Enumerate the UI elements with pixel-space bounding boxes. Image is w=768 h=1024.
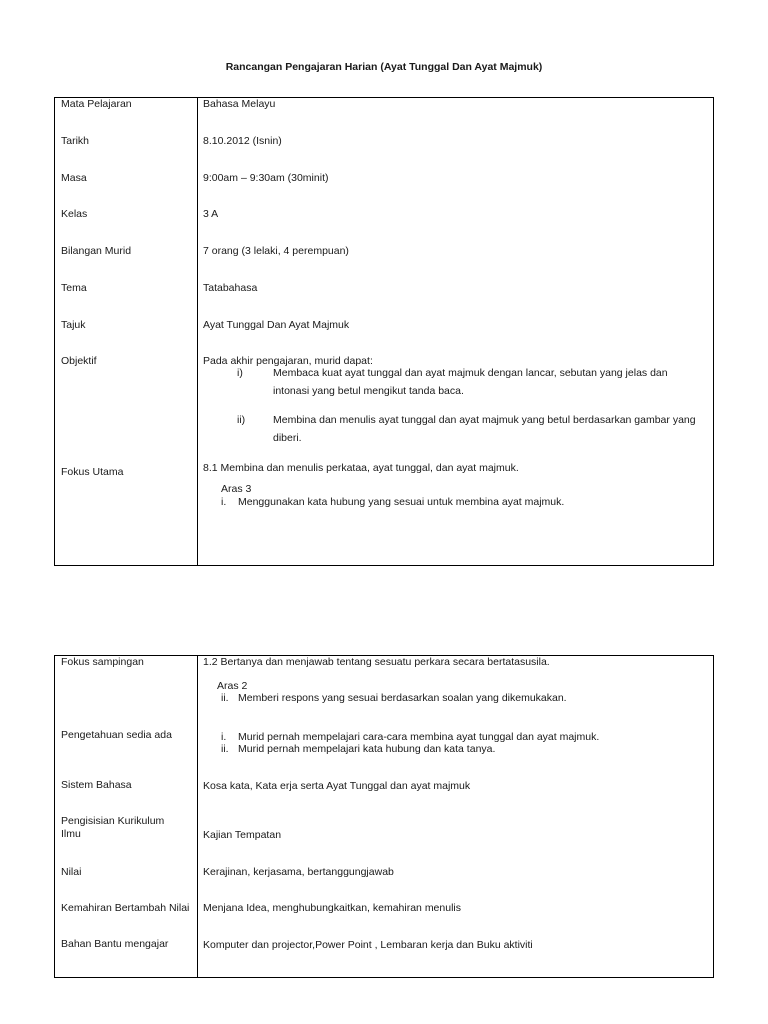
value-tajuk: Ayat Tunggal Dan Ayat Majmuk [203,319,350,331]
value-bahan-bantu-mengajar: Komputer dan projector,Power Point , Lembaran kerja dan Buku aktiviti [203,939,533,951]
objektif-item-line: Membina dan menulis ayat tunggal dan ayat majmuk yang betul berdasarkan gambar yang [273,414,696,426]
lesson-details-table [54,655,714,978]
value-masa: 9:00am – 9:30am (30minit) [203,172,329,184]
objektif-item-line: Membaca kuat ayat tunggal dan ayat majmuk dengan lancar, sebutan yang jelas dan [273,367,668,379]
fokus-utama-item-text: Menggunakan kata hubung yang sesuai untuk membina ayat majmuk. [238,496,565,508]
fokus-utama-aras: Aras 3 [221,483,252,495]
pengetahuan-item-number: ii. [221,743,229,755]
label-tema: Tema [61,282,87,294]
value-kelas: 3 A [203,208,219,220]
label-bahan-bantu-mengajar: Bahan Bantu mengajar [61,938,169,950]
label-fokus-utama: Fokus Utama [61,466,124,478]
lesson-info-table [54,97,714,566]
value-tarikh: 8.10.2012 (Isnin) [203,135,282,147]
objektif-content [203,355,711,445]
objektif-item-number: ii) [237,414,246,426]
objektif-item-line: diberi. [273,432,302,445]
fokus-utama-item [221,496,701,509]
fokus-utama-main: 8.1 Membina dan menulis perkataa, ayat tunggal, dan ayat majmuk. [203,462,519,474]
label-kemahiran-bertambah-nilai: Kemahiran Bertambah Nilai [61,902,190,914]
value-nilai: Kerajinan, kerjasama, bertanggungjawab [203,866,394,878]
pengetahuan-item-number: i. [221,731,227,743]
label-nilai: Nilai [61,866,82,878]
label-mata-pelajaran: Mata Pelajaran [61,98,132,110]
fokus-sampingan-item-number: ii. [221,692,229,704]
label-pengisian-line: Ilmu [61,828,81,841]
fokus-sampingan-item [221,692,701,705]
fokus-utama-item-number: i. [221,496,227,508]
objektif-intro: Pada akhir pengajaran, murid dapat: [203,355,373,367]
label-tajuk: Tajuk [61,319,86,331]
label-kelas: Kelas [61,208,88,220]
fokus-sampingan-item-text: Memberi respons yang sesuai berdasarkan soalan yang dikemukakan. [238,692,567,704]
value-mata-pelajaran: Bahasa Melayu [203,98,276,110]
page-title: Rancangan Pengajaran Harian (Ayat Tunggal Dan Ayat Majmuk) [225,61,543,73]
value-tema: Tatabahasa [203,282,258,294]
label-masa: Masa [61,172,87,184]
label-pengetahuan-sedia-ada: Pengetahuan sedia ada [61,729,172,741]
value-kemahiran-bertambah-nilai: Menjana Idea, menghubungkaitkan, kemahiran menulis [203,902,461,914]
objektif-item-number: i) [237,367,243,379]
label-pengisian-line: Pengisisian Kurikulum [61,815,165,827]
objektif-item [237,367,711,398]
fokus-sampingan-main: 1.2 Bertanya dan menjawab tentang sesuatu perkara secara bertatasusila. [203,656,550,668]
pengetahuan-item-text: Murid pernah mempelajari cara-cara membina ayat tunggal dan ayat majmuk. [238,731,600,743]
label-fokus-sampingan: Fokus sampingan [61,656,144,668]
value-sistem-bahasa: Kosa kata, Kata erja serta Ayat Tunggal dan ayat majmuk [203,780,471,792]
value-pengisian-kurikulum: Kajian Tempatan [203,829,282,841]
fokus-utama-content [203,462,711,522]
label-objektif: Objektif [61,355,97,367]
label-pengisian-kurikulum [61,815,193,841]
label-bilangan-murid: Bilangan Murid [61,245,132,257]
pengetahuan-content [203,731,711,761]
fokus-sampingan-content [203,656,711,706]
label-tarikh: Tarikh [61,135,90,147]
fokus-sampingan-aras: Aras 2 [217,680,248,692]
value-bilangan-murid: 7 orang (3 lelaki, 4 perempuan) [203,245,349,257]
pengetahuan-item-text: Murid pernah mempelajari kata hubung dan kata tanya. [238,743,496,755]
objektif-item-line: intonasi yang betul mengikut tanda baca. [273,385,464,398]
objektif-item [237,414,711,445]
label-sistem-bahasa: Sistem Bahasa [61,779,132,791]
pengetahuan-item [221,743,701,756]
